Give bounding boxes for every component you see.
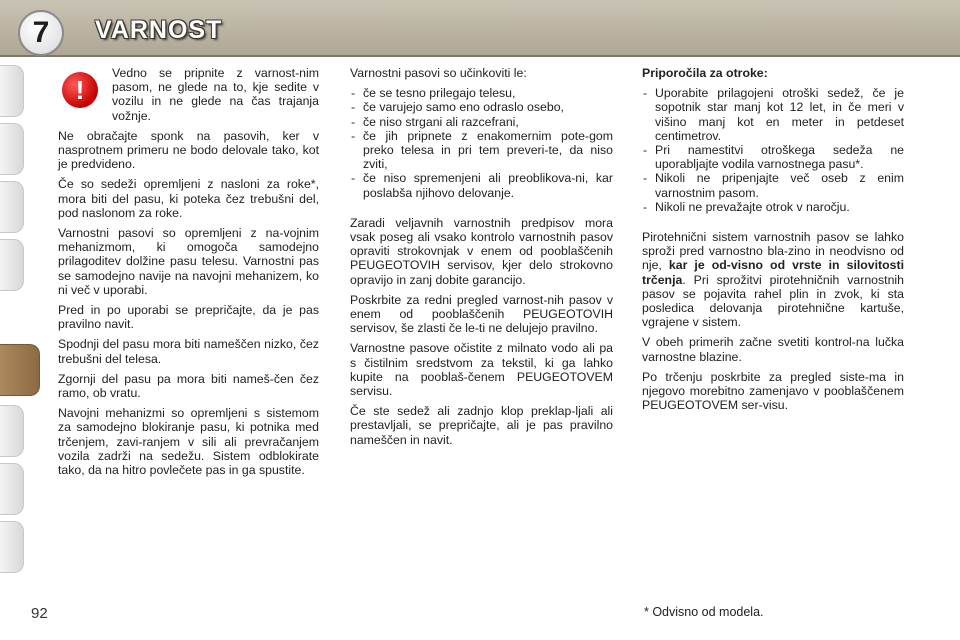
recommendations-list [642,86,904,214]
page-number: 92 [31,605,48,622]
paragraph: Varnostne pasove očistite z milnato vodo ali pa s čistilnim sredstvom za tekstil, ki ga lahko kupite na pooblaš-čenem PEUGEOTOVEM servisu. [350,341,613,399]
conditions-list [350,86,613,200]
chapter-number-badge: 7 [18,10,64,56]
paragraph: Če ste sedež ali zadnjo klop preklap-ljali ali prestavljali, se prepričajte, ali je pas pravilno nameščen in navit. [350,404,613,447]
paragraph: Če so sedeži opremljeni z nasloni za roke*, mora biti del pasu, ki poteka čez trebušni del, pod naslonom za roke. [58,177,319,220]
paragraph: Pred in po uporabi se prepričajte, da je pas pravilno navit. [58,303,319,332]
paragraph: Ne obračajte sponk na pasovih, ker v nasprotnem primeru ne bodo delovale tako, kot je predvideno. [58,128,319,172]
list-item: - če niso spremenjeni ali preoblikova-ni, kar poslabša njihovo delovanje. [350,171,613,199]
chapter-tab-active[interactable] [0,344,40,396]
paragraph: Spodnji del pasu mora biti nameščen nizko, čez trebušni del telesa. [58,337,319,366]
warning-text: Vedno se pripnite z varnost-nim pasom, ne glede na to, kje sedite v vozilu in ne glede na čas trajanja vožnje. [112,66,319,123]
pyro-text-emphasis: kar je od-visno od vrste in silovitosti trčenja [642,258,904,287]
list-item: - če varujejo samo eno odraslo osebo, [350,100,613,114]
paragraph: Poskrbite za redni pregled varnost-nih pasov v enem od pooblaščenih PEUGEOTOVIH servisov, še zlasti če le-ti ne delujejo pravilno. [350,292,613,336]
chapter-tab[interactable] [0,405,24,457]
chapter-tab[interactable] [0,65,24,117]
column-middle [350,66,613,453]
paragraph: V obeh primerih začne svetiti kontrol-na lučka varnostne blazine. [642,335,904,364]
paragraph: Zaradi veljavnih varnostnih predpisov mora vsak poseg ali vsako kontrolo varnostnih pasov opraviti strokovnjak v enem od pooblaščenih PEUGEOTOVIH servisov, kjer delo strokovno opravijo in zanj dobite garancijo. [350,215,613,287]
paragraph: Zgornji del pasu pa mora biti nameš-čen čez ramo, ob vratu. [58,371,319,401]
footnote: * Odvisno od modela. [644,605,764,619]
list-item: - če se tesno prilegajo telesu, [350,86,613,100]
list-item: - Pri namestitvi otroškega sedeža ne uporabljajte vodila varnostnega pasu*. [642,143,904,171]
column-right [642,66,904,418]
chapter-tab[interactable] [0,123,24,175]
chapter-tab[interactable] [0,239,24,291]
header-divider [0,55,960,57]
chapter-title: VARNOST [95,16,223,44]
conditions-intro: Varnostni pasovi so učinkoviti le: [350,66,527,80]
warning-block [58,66,319,129]
paragraph: Po trčenju poskrbite za pregled siste-ma in njegovo morebitno zamenjavo v pooblaščenem PEUGEOTOVEM ser-visu. [642,369,904,413]
list-item: - če niso strgani ali razcefrani, [350,115,613,129]
chapter-tab[interactable] [0,463,24,515]
paragraph: Varnostni pasovi so opremljeni z na-vojnim mehanizmom, ki omogoča samodejno prilagoditev dolžine pasu telesu. Varnostni pas se samodejno navije na navojni mehanizem, ko ni več v uporabi. [58,226,319,297]
chapter-tab[interactable] [0,521,24,573]
list-item: - če jih pripnete z enakomernim pote-gom preko telesa in pri tem preveri-te, da niso zviti, [350,129,613,172]
pyrotechnic-paragraph [642,230,904,329]
pyro-text: . Pri sprožitvi pirotehničnih varnostnih pasov se pojavita rahel plin in zvok, ki sta posledica delovanja pirotehnične kartuše, vgrajene v sistem. [642,272,904,330]
list-item: - Nikoli ne pripenjajte več oseb z enim varnostnim pasom. [642,171,904,199]
paragraph: Navojni mehanizmi so opremljeni s sistemom za samodejno blokiranje pasu, ki potnika med trčenjem, zavi-ranjem v sili ali prevračanjem vozila zadrži na sedežu. Sistem odblokirate tako, da na hitro povlečete pas in ga spustite. [58,406,319,478]
chapter-tabs [0,57,26,577]
chapter-tab[interactable] [0,181,24,233]
column-left [58,66,319,483]
list-item: - Uporabite prilagojeni otroški sedež, če je sopotnik star manj kot 12 let, in če meri v višino manj kot en meter in petdeset centimetrov. [642,86,904,143]
pyro-text: Pirotehnični sistem varnostnih pasov se lahko sproži pred varnostno bla-zino in neodvisno od nje, [642,230,904,273]
children-heading: Priporočila za otroke: [642,66,768,80]
warning-exclamation-icon: ! [62,72,98,108]
list-item: - Nikoli ne prevažajte otrok v naročju. [642,200,904,214]
